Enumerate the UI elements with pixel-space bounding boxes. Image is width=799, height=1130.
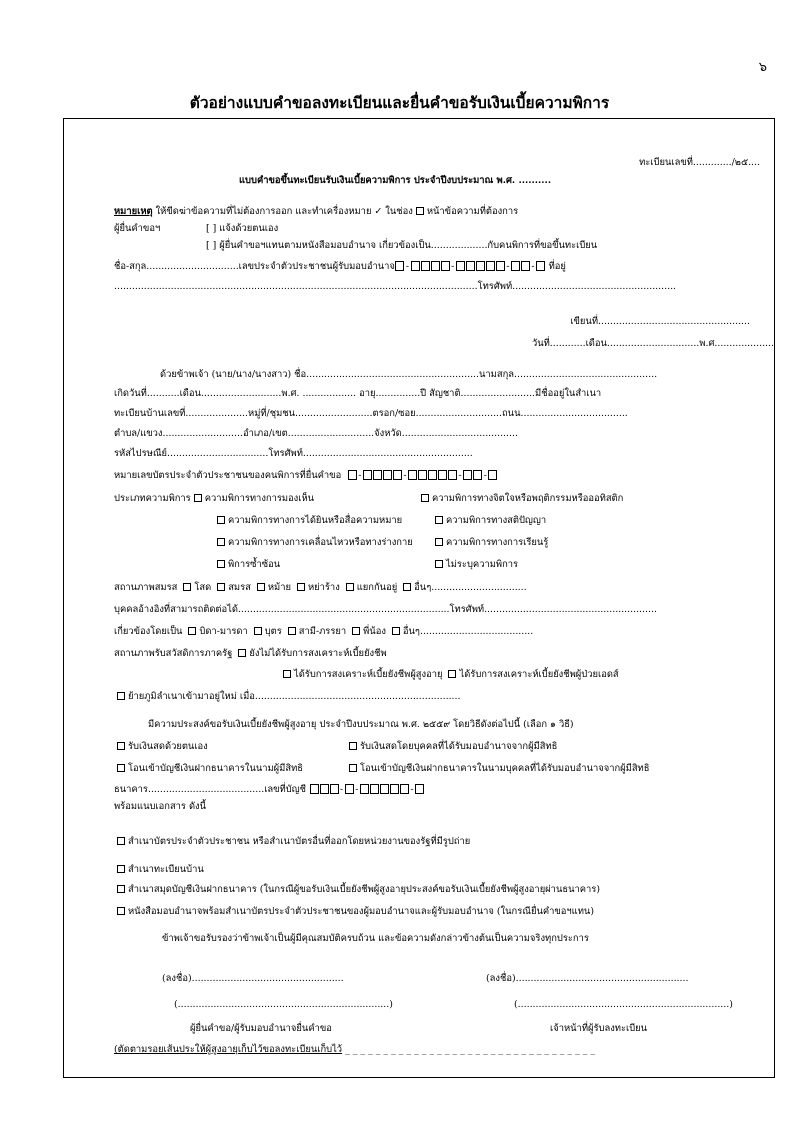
- birth-line[interactable]: เกิดวันที่...........เดือน...........................พ.ศ. .................. อายุ...............ปี สัญชาติ.........................มีชื่ออยู่ในสำเนา: [114, 388, 602, 399]
- checkbox-marital-other[interactable]: [403, 583, 411, 591]
- welfare-line-2: [280, 669, 619, 681]
- doc-proxy[interactable]: [114, 906, 594, 918]
- id-digit-box[interactable]: [363, 470, 372, 480]
- checkbox-physical[interactable]: [217, 538, 225, 546]
- relation-other[interactable]: อื่นๆ......................................: [402, 626, 534, 637]
- cut-note: (ตัดตามรอยเส้นประให้ผู้สูงอายุเก็บไว้ขอลงทะเบียนเก็บไว้: [114, 1044, 343, 1055]
- doc-id[interactable]: [114, 836, 470, 848]
- note-text-b: หน้าข้อความที่ต้องการ: [426, 206, 519, 217]
- checkbox-sibling[interactable]: [352, 627, 360, 635]
- checkbox-single[interactable]: [183, 583, 191, 591]
- pay-cash-proxy-text: รับเงินสดโดยบุคคลที่ได้รับมอบอำนาจจากผู้มีสิทธิ: [360, 741, 558, 752]
- marital-line: [114, 582, 527, 594]
- id-digit-box[interactable]: [476, 261, 485, 271]
- checkbox-divorced[interactable]: [297, 583, 305, 591]
- checkbox-welfare-elder[interactable]: [283, 670, 291, 678]
- checkbox-parent[interactable]: [188, 627, 196, 635]
- checkbox-child[interactable]: [254, 627, 262, 635]
- checkbox-visual[interactable]: [194, 494, 202, 502]
- role-left: ผู้ยื่นคำขอ/ผู้รับมอบอำนาจยื่นคำขอ: [190, 1023, 332, 1034]
- checkbox-welfare-none[interactable]: [238, 649, 246, 657]
- doc-house-text: สำเนาทะเบียนบ้าน: [128, 864, 204, 875]
- id-digit-box[interactable]: [536, 261, 545, 271]
- checkbox-cash-self[interactable]: [117, 742, 125, 750]
- docs-label: พร้อมแนบเอกสาร ดังนี้: [114, 801, 207, 812]
- disability-type-label: [114, 493, 314, 505]
- dis-intellect: ความพิการทางสติปัญญา: [446, 515, 547, 526]
- id-digit-box[interactable]: [488, 470, 497, 480]
- cut-dashes: _ _ _ _ _ _ _ _ _ _ _ _ _ _ _ _ _ _ _ _ _ _ _ _ _ _ _ _ _ _ _ _ _: [345, 1044, 596, 1055]
- disability-hearing[interactable]: [214, 515, 402, 527]
- id-digit-box[interactable]: [448, 470, 457, 480]
- relation-parent: บิดา-มารดา: [199, 626, 248, 637]
- registration-number[interactable]: ทะเบียนเลขที่............./๒๕....: [639, 157, 760, 168]
- doc-id-text: สำเนาบัตรประจำตัวประชาชน หรือสำเนาบัตรอื่นที่ออกโดยหน่วยงานของรัฐที่มีรูปถ่าย: [128, 836, 471, 847]
- written-at[interactable]: เขียนที่...................................................: [570, 316, 750, 327]
- id-digit-box[interactable]: [496, 261, 505, 271]
- id-digit-box[interactable]: [438, 470, 447, 480]
- intro-line[interactable]: ด้วยข้าพเจ้า (นาย/นาง/นางสาว) ชื่อ..........................................................นามสกุล................................................: [160, 369, 658, 380]
- acct-digit-box[interactable]: [360, 784, 369, 794]
- id-digit-box[interactable]: [521, 261, 530, 271]
- id-digit-box[interactable]: [463, 470, 472, 480]
- pay-cash-self-text: รับเงินสดด้วยตนเอง: [128, 741, 208, 752]
- disability-learning[interactable]: [432, 537, 548, 549]
- relation-line: [114, 626, 533, 638]
- paren-left[interactable]: (.......................................................................): [174, 999, 393, 1010]
- marital-married: สมรส: [228, 582, 251, 593]
- marital-single: โสด: [194, 582, 212, 593]
- acct-digit-box[interactable]: [415, 784, 424, 794]
- id-digit-box[interactable]: [395, 261, 404, 271]
- checkbox-doc-id[interactable]: [117, 837, 125, 845]
- page-number: ๖: [758, 60, 767, 75]
- acct-digit-box[interactable]: [330, 784, 339, 794]
- id-digit-box[interactable]: [466, 261, 475, 271]
- disabled-id-line[interactable]: หมายเลขบัตรประจำตัวประชาชนของคนพิการที่ยื่นคำขอ - - - -: [114, 470, 498, 482]
- welfare-aids: ได้รับการสงเคราะห์เบี้ยยังชีพผู้ป่วยเอดส์: [459, 669, 619, 680]
- dis-mental: ความพิการทางจิตใจหรือพฤติกรรมหรือออทิสติก: [432, 493, 624, 504]
- form-title: แบบคำขอขึ้นทะเบียนรับเงินเบี้ยความพิการ ประจำปีงบประมาณ พ.ศ. ..........: [239, 175, 552, 186]
- note-text-a: ให้ขีดฆ่าข้อความที่ไม่ต้องการออก และทำเครื่องหมาย ✓ ในช่อง: [155, 206, 413, 217]
- sign-left[interactable]: (ลงชื่อ)...................................................: [162, 973, 344, 984]
- checkbox-spouse[interactable]: [288, 627, 296, 635]
- dis-learning: ความพิการทางการเรียนรู้: [446, 537, 549, 548]
- doc-house[interactable]: [114, 864, 204, 876]
- sign-right[interactable]: (ลงชื่อ)..........................................................: [486, 973, 689, 984]
- doc-bank-text: สำเนาสมุดบัญชีเงินฝากธนาคาร (ในกรณีผู้ขอรับเงินเบี้ยยังชีพผู้สูงอายุประสงค์ขอรับเงินเบี้ยยังชีพผู้สูงอายุผ่านธนาคาร): [128, 884, 600, 895]
- applicant-label: ผู้ยื่นคำขอฯ: [114, 223, 161, 234]
- sample-checkbox: [416, 207, 424, 215]
- document-title: ตัวอย่างแบบคำขอลงทะเบียนและยื่นคำขอรับเงินเบี้ยความพิการ: [189, 93, 610, 112]
- checkbox-bank-self[interactable]: [117, 764, 125, 772]
- pay-cash-proxy[interactable]: [346, 741, 557, 753]
- id-digit-box[interactable]: [411, 261, 420, 271]
- checkbox-cash-proxy[interactable]: [349, 742, 357, 750]
- disability-mental[interactable]: [418, 493, 623, 505]
- marital-separated: แยกกันอยู่: [356, 582, 398, 593]
- contact-line[interactable]: บุคคลอ้างอิงที่สามารถติดต่อได้.......................................................................โทรศัพท์..........................................................: [114, 604, 657, 615]
- id-digit-box[interactable]: [473, 470, 482, 480]
- house-line[interactable]: ทะเบียนบ้านเลขที่.....................หมู่ที่/ชุมชน..........................ตรอก/ซอย.............................ถนน....................................: [114, 408, 628, 419]
- purpose-line: มีความประสงค์ขอรับเงินเบี้ยยังชีพผู้สูงอายุ ประจำปีงบประมาณ พ.ศ. ๒๕๕๙ โดยวิธีดังต่อไปนี้ (เลือก ๑ วิธี): [148, 719, 574, 730]
- acct-digit-box[interactable]: [400, 784, 409, 794]
- welfare-elder: ได้รับการสงเคราะห์เบี้ยยังชีพผู้สูงอายุ: [294, 669, 443, 680]
- cut-line: [114, 1044, 595, 1056]
- checkbox-welfare-aids[interactable]: [448, 670, 456, 678]
- address-line[interactable]: ..........................................................................................................................โทรศัพท์.......................................................: [114, 281, 677, 292]
- id-digit-box[interactable]: [348, 470, 357, 480]
- checkbox-learning[interactable]: [435, 538, 443, 546]
- role-right: เจ้าหน้าที่ผู้รับลงทะเบียน: [550, 1023, 648, 1034]
- acct-digit-box[interactable]: [370, 784, 379, 794]
- checkbox-doc-house[interactable]: [117, 865, 125, 873]
- relation-child: บุตร: [264, 626, 282, 637]
- relation-spouse: สามี-ภรรยา: [298, 626, 347, 637]
- proxy-name: ชื่อ-สกุล...............................เลขประจำตัวประชาชนผู้รับมอบอำนาจ: [114, 261, 395, 272]
- id-digit-box[interactable]: [393, 470, 402, 480]
- bank-line[interactable]: ธนาคาร.......................................เลขที่บัญชี - - -: [114, 784, 425, 796]
- dis-unspecified: ไม่ระบุความพิการ: [446, 559, 519, 570]
- checkbox-moved[interactable]: [117, 692, 125, 700]
- doc-proxy-text: หนังสือมอบอำนาจพร้อมสำเนาบัตรประจำตัวประชาชนของผู้มอบอำนาจและผู้รับมอบอำนาจ (ในกรณียื่นคำขอฯแทน): [128, 906, 594, 917]
- marital-other[interactable]: อื่นๆ................................: [414, 582, 527, 593]
- id-digit-box[interactable]: [486, 261, 495, 271]
- paren-right[interactable]: (.......................................................................): [514, 999, 733, 1010]
- note-line: [114, 206, 518, 218]
- doc-bank[interactable]: [114, 884, 600, 896]
- moved-line[interactable]: [114, 691, 461, 703]
- certify-line: ข้าพเจ้าขอรับรองว่าข้าพเจ้าเป็นผู้มีคุณสมบัติครบถ้วน และข้อความดังกล่าวข้างต้นเป็นความจริงทุกประการ: [162, 933, 589, 944]
- acct-digit-box[interactable]: [345, 784, 354, 794]
- dis-physical: ความพิการทางการเคลื่อนไหวหรือทางร่างกาย: [228, 537, 413, 548]
- checkbox-doc-bank[interactable]: [117, 885, 125, 893]
- dis-visual: ความพิการทางการมองเห็น: [204, 493, 315, 504]
- district-line[interactable]: ตำบล/แขวง...........................อำเภอ/เขต.............................จังหวัด.......................................: [114, 428, 518, 439]
- relation-label: เกี่ยวข้องโดยเป็น: [114, 626, 183, 637]
- marital-divorced: หย่าร้าง: [307, 582, 340, 593]
- id-digit-box[interactable]: [418, 470, 427, 480]
- disability-intellect[interactable]: [432, 515, 546, 527]
- checkbox-bank-proxy[interactable]: [349, 764, 357, 772]
- id-digit-box[interactable]: [373, 470, 382, 480]
- disability-physical[interactable]: [214, 537, 413, 549]
- bank-text: ธนาคาร.......................................เลขที่บัญชี: [114, 784, 307, 795]
- checkbox-relation-other[interactable]: [392, 627, 400, 635]
- pay-bank-proxy-text: โอนเข้าบัญชีเงินฝากธนาคารในนามบุคคลที่ได้รับมอบอำนาจจากผู้มีสิทธิ: [360, 763, 650, 774]
- relation-sibling: พี่น้อง: [363, 626, 386, 637]
- acct-digit-box[interactable]: [320, 784, 329, 794]
- form-frame: [63, 118, 775, 1078]
- checkbox-mental[interactable]: [421, 494, 429, 502]
- pay-bank-proxy[interactable]: [346, 763, 649, 775]
- checkbox-multiple[interactable]: [217, 560, 225, 568]
- dis-multiple: พิการซ้ำซ้อน: [228, 559, 281, 570]
- checkbox-intellect[interactable]: [435, 516, 443, 524]
- id-digit-box[interactable]: [431, 261, 440, 271]
- id-digit-box[interactable]: [511, 261, 520, 271]
- id-digit-box[interactable]: [456, 261, 465, 271]
- postal-line[interactable]: รหัสไปรษณีย์..................................โทรศัพท์.........................................................: [114, 448, 473, 459]
- marital-label: สถานภาพสมรส: [114, 582, 178, 593]
- id-digit-box[interactable]: [408, 470, 417, 480]
- id-digit-box[interactable]: [441, 261, 450, 271]
- welfare-none: ยังไม่ได้รับการสงเคราะห์เบี้ยยังชีพ: [249, 648, 387, 659]
- proxy-option[interactable]: [ ] ผู้ยื่นคำขอฯแทนตามหนังสือมอบอำนาจ เกี่ยวข้องเป็น...................กับคนพิการที่ขอขึ้นทะเบียน: [206, 240, 598, 251]
- welfare-line: [114, 648, 387, 660]
- checkbox-widowed[interactable]: [257, 583, 265, 591]
- marital-widowed: หม้าย: [267, 582, 291, 593]
- dis-hearing: ความพิการทางการได้ยินหรือสื่อความหมาย: [228, 515, 403, 526]
- disability-multiple[interactable]: [214, 559, 280, 571]
- id-digit-box[interactable]: [421, 261, 430, 271]
- disabled-id-label: หมายเลขบัตรประจำตัวประชาชนของคนพิการที่ยื่นคำขอ: [114, 470, 342, 481]
- checkbox-separated[interactable]: [346, 583, 354, 591]
- checkbox-unspecified[interactable]: [435, 560, 443, 568]
- self-option[interactable]: [ ] แจ้งด้วยตนเอง: [206, 223, 279, 234]
- disability-unspecified[interactable]: [432, 559, 518, 571]
- checkbox-doc-proxy[interactable]: [117, 907, 125, 915]
- checkbox-married[interactable]: [217, 583, 225, 591]
- id-digit-box[interactable]: [428, 470, 437, 480]
- note-label: หมายเหตุ: [114, 206, 153, 217]
- disability-type-text: ประเภทความพิการ: [114, 493, 191, 504]
- proxy-name-line[interactable]: ชื่อ-สกุล...............................เลขประจำตัวประชาชนผู้รับมอบอำนาจ - - - - ที่อยู่: [114, 261, 566, 272]
- acct-digit-box[interactable]: [380, 784, 389, 794]
- pay-bank-self[interactable]: [114, 763, 303, 775]
- id-digit-box[interactable]: [383, 470, 392, 480]
- checkbox-hearing[interactable]: [217, 516, 225, 524]
- acct-digit-box[interactable]: [310, 784, 319, 794]
- welfare-label: สถานภาพรับสวัสดิการภาครัฐ: [114, 648, 233, 659]
- proxy-address-label: ที่อยู่: [548, 261, 566, 272]
- moved-text: ย้ายภูมิลำเนาเข้ามาอยู่ใหม่ เมื่อ.....................................................................: [128, 691, 461, 702]
- pay-bank-self-text: โอนเข้าบัญชีเงินฝากธนาคารในนามผู้มีสิทธิ: [128, 763, 303, 774]
- date-line[interactable]: วันที่............เดือน...............................พ.ศ....................: [531, 338, 774, 349]
- pay-cash-self[interactable]: [114, 741, 208, 753]
- acct-digit-box[interactable]: [390, 784, 399, 794]
